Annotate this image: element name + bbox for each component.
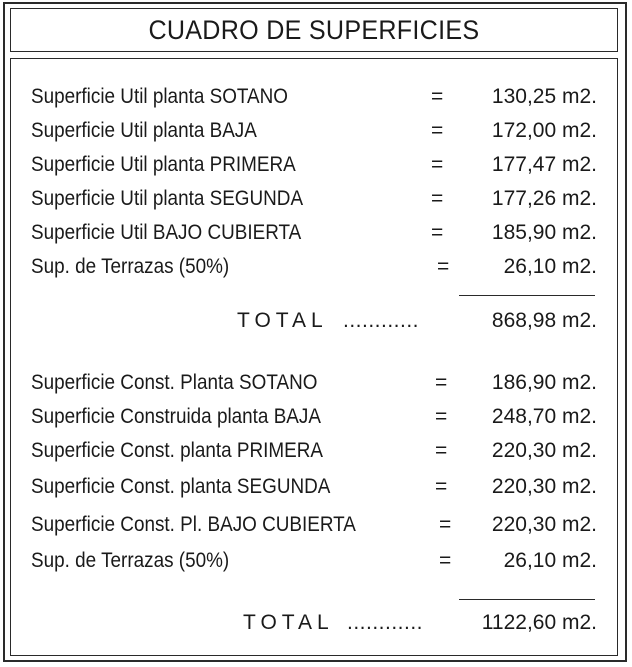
row-value: 26,10 m2. xyxy=(503,255,597,278)
row-value: 220,30 m2. xyxy=(491,439,597,462)
equals-sign: = xyxy=(437,255,450,278)
equals-sign: = xyxy=(435,439,448,462)
equals-sign: = xyxy=(431,187,444,210)
surfaces-table xyxy=(10,58,618,656)
const-row xyxy=(11,473,619,503)
row-label: Superficie Const. planta SEGUNDA xyxy=(31,475,331,498)
util-row xyxy=(11,83,619,113)
page-title: CUADRO DE SUPERFICIES xyxy=(148,14,480,45)
row-value: 248,70 m2. xyxy=(491,405,597,428)
const-row xyxy=(11,547,619,577)
sum-rule xyxy=(459,295,595,296)
util-total-row xyxy=(11,307,619,337)
row-label: Sup. de Terrazas (50%) xyxy=(31,255,230,278)
row-value: 172,00 m2. xyxy=(491,119,597,142)
const-row xyxy=(11,511,619,541)
util-row xyxy=(11,219,619,249)
total-label: TOTAL xyxy=(243,611,334,634)
row-value: 177,26 m2. xyxy=(491,187,597,210)
row-value: 186,90 m2. xyxy=(491,371,597,394)
row-value: 26,10 m2. xyxy=(503,549,597,572)
row-label: Superficie Const. Pl. BAJO CUBIERTA xyxy=(31,513,356,536)
equals-sign: = xyxy=(431,119,444,142)
title-box xyxy=(10,8,618,52)
row-label: Superficie Util planta PRIMERA xyxy=(31,153,296,176)
row-label: Superficie Util BAJO CUBIERTA xyxy=(31,221,302,244)
row-label: Superficie Const. Planta SOTANO xyxy=(31,371,318,394)
equals-sign: = xyxy=(431,153,444,176)
util-row xyxy=(11,185,619,215)
row-value: 220,30 m2. xyxy=(491,513,597,536)
row-label: Superficie Const. planta PRIMERA xyxy=(31,439,324,462)
total-label: TOTAL xyxy=(237,309,328,332)
const-row xyxy=(11,403,619,433)
util-row xyxy=(11,151,619,181)
total-dots: ............ xyxy=(343,309,420,332)
row-label: Sup. de Terrazas (50%) xyxy=(31,549,230,572)
row-label: Superficie Construida planta BAJA xyxy=(31,405,321,428)
util-row xyxy=(11,117,619,147)
row-value: 220,30 m2. xyxy=(491,475,597,498)
total-dots: ............ xyxy=(347,611,424,634)
const-total-row xyxy=(11,609,619,639)
total-value: 1122,60 m2. xyxy=(481,611,597,634)
row-value: 185,90 m2. xyxy=(491,221,597,244)
row-label: Superficie Util planta SEGUNDA xyxy=(31,187,304,210)
row-value: 130,25 m2. xyxy=(491,85,597,108)
equals-sign: = xyxy=(431,85,444,108)
const-row xyxy=(11,369,619,399)
equals-sign: = xyxy=(439,549,452,572)
sum-rule xyxy=(459,599,595,600)
equals-sign: = xyxy=(435,405,448,428)
equals-sign: = xyxy=(439,513,452,536)
equals-sign: = xyxy=(435,371,448,394)
equals-sign: = xyxy=(435,475,448,498)
equals-sign: = xyxy=(431,221,444,244)
total-value: 868,98 m2. xyxy=(491,309,597,332)
util-row xyxy=(11,253,619,283)
row-value: 177,47 m2. xyxy=(491,153,597,176)
row-label: Superficie Util planta BAJA xyxy=(31,119,257,142)
const-row xyxy=(11,437,619,467)
row-label: Superficie Util planta SOTANO xyxy=(31,85,289,108)
